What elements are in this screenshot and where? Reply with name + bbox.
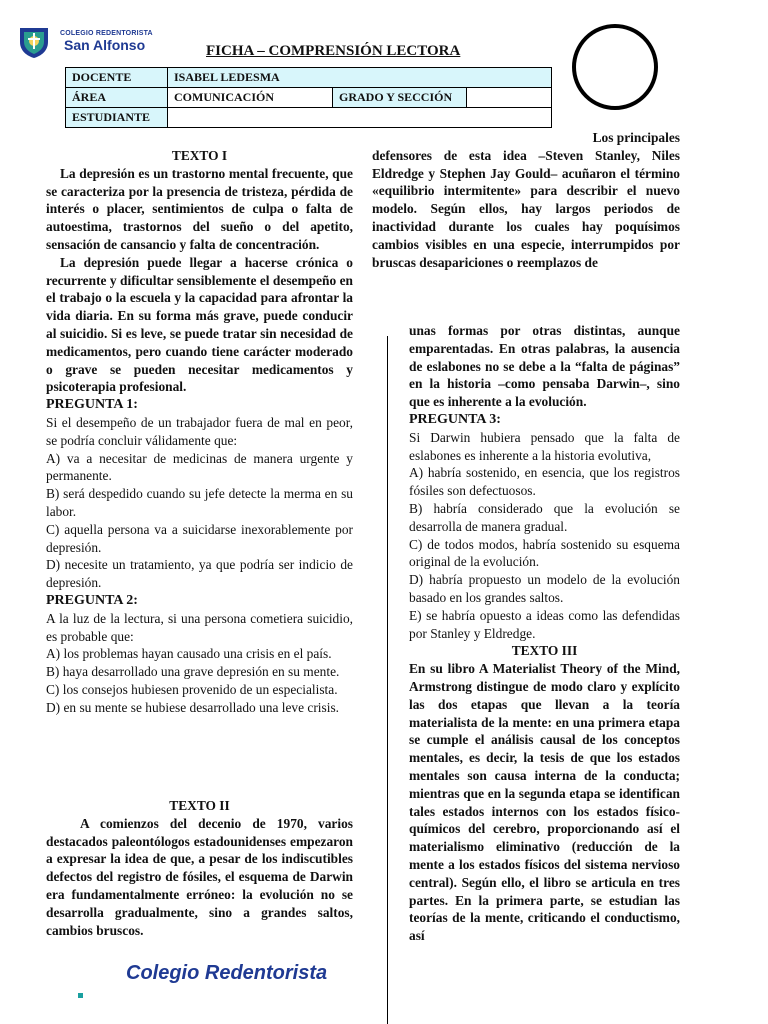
right-column: [409, 322, 680, 945]
estudiante-label: ESTUDIANTE: [66, 108, 168, 128]
pregunta1-option-c[interactable]: C) aquella persona va a suicidarse inexorablemente por depresión.: [46, 521, 353, 555]
pregunta2-option-c[interactable]: C) los consejos hubiesen provenido de un especialista.: [46, 681, 338, 697]
texto2-block: [46, 797, 353, 939]
pregunta1-heading: PREGUNTA 1:: [46, 397, 138, 413]
school-name: San Alfonso: [64, 37, 146, 53]
texto1-p2: La depresión puede llegar a hacerse crónica o recurrente y dificultar sensiblemente el desempeño en el trabajo o la escuela y la capacidad para afrontar la vida diaria. En su forma más grave, puede conducir al suicidio. Si es leve, se puede tratar sin necesidad de medicamentos, pero cuando tiene carácter moderado o grave se pueden necesitar medicamentos y psicoterapia profesional.: [46, 254, 353, 395]
pregunta2-option-a[interactable]: A) los problemas hayan causado una crisis en el país.: [46, 646, 332, 662]
bullet-square-icon: [78, 993, 83, 998]
texto3-p1: En su libro A Materialist Theory of the Mind, Armstrong distingue de modo claro y explícito las dos etapas que llevan a la teoría materialista de la mente: en una primera etapa se cumple el análisis causal de los conceptos mentales, es decir, la tesis de que los estados mentales son causa interna de la conducta; mientras que en la segunda etapa se identifican tales estados internos con los estados físico-químicos del cerebro, proporcionando así el materialismo eliminativo (reducción de la mente a los estados físicos del sistema nervioso central). Según ello, el libro se articula en tres partes. En la primera parte, se estudian las teorías de la mente, criticando el conductismo, así: [409, 661, 680, 944]
pregunta3-stem: Si Darwin hubiera pensado que la falta de eslabones es inherente a la historia evolutiva,: [409, 429, 680, 463]
texto2-p1: A comienzos del decenio de 1970, varios destacados paleontólogos estadounidenses empezaron a expresar la idea de que, a pesar de los indiscutibles defectos del registro de fósiles, el esquema de Darwin era fundamentalmente erróneo: la evolución no se desarrolla gradualmente, sino a grandes saltos, cambios bruscos.: [46, 815, 353, 938]
texto2-heading: TEXTO II: [169, 798, 230, 813]
pregunta1-option-b[interactable]: B) será despedido cuando su jefe detecte la merma en su labor.: [46, 486, 353, 519]
pregunta3-option-e[interactable]: E) se habría opuesto a ideas como las defendidas por Stanley y Eldredge.: [409, 607, 680, 641]
docente-value: ISABEL LEDESMA: [168, 68, 552, 88]
column-divider: [387, 336, 388, 1024]
pregunta3-option-a[interactable]: A) habría sostenido, en esencia, que los registros fósiles son defectuosos.: [409, 465, 680, 499]
grade-circle: [572, 24, 658, 110]
texto2-continuation: [372, 129, 680, 271]
pregunta2-heading: PREGUNTA 2:: [46, 592, 138, 608]
school-crest-icon: [16, 24, 52, 60]
pregunta2-stem: A la luz de la lectura, si una persona cometiera suicidio, es probable que:: [46, 610, 353, 644]
pregunta1-option-d[interactable]: D) necesite un tratamiento, ya que podría ser indicio de depresión.: [46, 557, 353, 591]
pregunta1-option-a[interactable]: A) va a necesitar de medicinas de manera urgente y permanente.: [46, 450, 353, 484]
texto1-heading: TEXTO I: [171, 148, 228, 163]
grado-field[interactable]: [467, 88, 552, 108]
pregunta3-heading: PREGUNTA 3:: [409, 411, 501, 427]
texto2-p2-body: defensores de esta idea –Steven Stanley, Niles Eldredge y Stephen Jay Gould– acuñaron el término «equilibrio intermitente» para describir el nuevo modelo. Según ellos, hay largos periodos de inactividad durante los cuales hay poquísimos cambios visibles en una especie, interrumpidos por bruscas desapariciones o reemplazos de: [372, 147, 680, 270]
pregunta3-option-b[interactable]: B) habría considerado que la evolución se desarrolla de manera gradual.: [409, 500, 680, 534]
texto2-p2-start: Los principales: [592, 130, 680, 145]
left-column: [46, 147, 353, 717]
estudiante-field[interactable]: [168, 108, 552, 128]
footer-school-name: Colegio Redentorista: [126, 962, 328, 984]
pregunta3-option-d[interactable]: D) habría propuesto un modelo de la evolución basado en los grandes saltos.: [409, 572, 680, 605]
grado-label: GRADO Y SECCIÓN: [333, 88, 467, 108]
texto3-heading: TEXTO III: [511, 643, 578, 659]
area-label: ÁREA: [66, 88, 168, 108]
texto1-p1: La depresión es un trastorno mental frecuente, que se caracteriza por la presencia de tristeza, pérdida de interés o placer, sentimientos de culpa o falta de autoestima, trastornos del sueño o del apetito, sensación de cansancio y falta de concentración.: [46, 165, 353, 252]
pregunta2-option-b[interactable]: B) haya desarrollado una grave depresión en su mente.: [46, 664, 340, 680]
pregunta2-option-d[interactable]: D) en su mente se hubiese desarrollado una leve crisis.: [46, 699, 340, 715]
docente-label: DOCENTE: [66, 68, 168, 88]
area-value: COMUNICACIÓN: [168, 88, 333, 108]
pregunta1-stem: Si el desempeño de un trabajador fuera de mal en peor, se podría concluir válidamente que:: [46, 414, 353, 448]
page-title: FICHA – COMPRENSIÓN LECTORA: [206, 43, 461, 59]
texto2-p2-cont: unas formas por otras distintas, aunque emparentadas. En otras palabras, la ausencia de eslabones no se debe a la “falta de páginas” en la historia –como pensaba Darwin–, sino que es inherente a la evolución.: [409, 323, 680, 410]
info-table: [65, 67, 552, 128]
school-name-small: COLEGIO REDENTORISTA: [60, 30, 153, 37]
pregunta3-option-c[interactable]: C) de todos modos, habría sostenido su esquema original de la evolución.: [409, 536, 680, 570]
